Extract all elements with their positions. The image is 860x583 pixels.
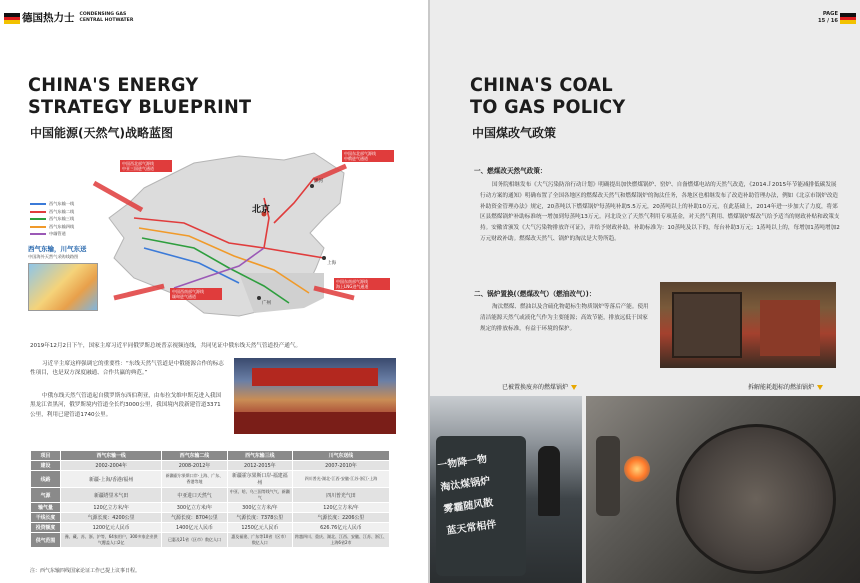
table-header-cell: 西气东输二线 — [162, 451, 227, 461]
callout-southeast: 中国东南部气源线 海上LNG进气通道 — [334, 278, 390, 290]
right-page — [430, 0, 860, 583]
triangle-down-icon — [571, 385, 577, 390]
table-cell: 2007-2010年 — [292, 461, 389, 471]
table-header-cell: 西气东输三线 — [227, 451, 292, 461]
map-legend — [30, 200, 74, 238]
oil-boiler-photo — [586, 396, 860, 583]
boiler-slogan-line: 雾霾随风散 — [442, 497, 494, 516]
table-row — [31, 523, 390, 533]
worker-figure — [596, 436, 620, 516]
table-cell: 120亿立方米/年 — [292, 503, 389, 513]
paragraph-3: 中俄东线天然气管道起自俄罗斯东西伯利亚，由布拉戈维申斯克进入我国黑龙江省黑河，俄罗斯境内管道全长约3000公里，我国境内段新建管道3371公里，利用已建管道1740公里。 — [30, 393, 222, 418]
caption-coal-boiler-text: 已被置换废弃的燃煤锅炉 — [502, 384, 569, 391]
table-cell: 2012-2015年 — [227, 461, 292, 471]
table-row — [31, 533, 390, 548]
paragraph-2: 习近平主席这样强调它的重要性：“东线天然气管道是中俄能源合作的标志性项目，也是双方深度融通、合作共赢的典范。” — [30, 361, 224, 377]
coal-boiler-photo — [430, 396, 582, 583]
table-cell: 新疆霍尔果斯口岸-上海、广东、香港等地 — [162, 471, 227, 488]
legend-item: 西气东输四线 — [30, 223, 74, 231]
callout-southwest: 中国西南部气源线 缅甸进气通道 — [170, 288, 222, 300]
section-2-text: 淘汰燃煤、燃油以及含硫化物超标生物质锅炉等落后产能。使用清洁能源天然气或液化气作为主要能源；高效节能，排放远低于国家规定的排放标准，有益于环境的保护。 — [480, 304, 649, 332]
ceremony-floor — [234, 412, 396, 434]
legend-item: 中缅管道 — [30, 230, 74, 238]
table-row — [31, 471, 390, 488]
table-header-cell: 西气东输一线 — [61, 451, 162, 461]
brand-en-line1: CONDENSING GAS — [79, 12, 127, 18]
table-cell: 新疆-上海/香港/福州 — [61, 471, 162, 488]
city-heihe: 黑河 — [314, 179, 323, 184]
pipeline-table — [30, 450, 390, 548]
caption-coal-boiler — [502, 382, 577, 391]
boiler-slogan-line: 一物降一物 — [436, 453, 488, 472]
table-header-row — [31, 451, 390, 461]
table-cell: 四川普光-湖北-江西-安徽-江苏-浙江-上海 — [292, 471, 389, 488]
table-row-header: 建设 — [31, 461, 61, 471]
paragraph-1: 2019年12月2日下午，国家主席习近平同俄罗斯总统普京视频连线，共同见证中俄东线天然气管道投产通气。 — [30, 343, 302, 349]
ceremony-photo — [234, 358, 396, 434]
boiler-unit — [760, 300, 820, 356]
inset-subtitle: 中国海外天然气采购线路图 — [28, 254, 79, 259]
brand-logo — [22, 10, 133, 25]
caption-oil-boiler-text: 拆解能耗超标的燃油锅炉 — [748, 384, 815, 391]
table-row-header: 输气量 — [31, 503, 61, 513]
callout-northeast: 中国东北部气源线 中俄进气通道 — [342, 150, 394, 162]
table-row — [31, 503, 390, 513]
page-title-en — [470, 74, 625, 118]
table-cell: 气源长度：2206公里 — [292, 513, 389, 523]
german-flag-icon — [840, 13, 856, 24]
boiler-slogan-line: 蓝天常相伴 — [446, 519, 498, 538]
legend-item: 西气东输一线 — [30, 200, 74, 208]
table-cell: 豫、藏、苏、浙、沪等，64家用户，300多家企业供气覆盖人口2亿 — [61, 533, 162, 548]
table-cell: 气源长度：7378公里 — [227, 513, 292, 523]
table-cell: 300亿立方米/年 — [227, 503, 292, 513]
table-cell: 120亿立方米/年 — [61, 503, 162, 513]
boiler-unit — [672, 292, 742, 358]
legend-item: 西气东输三线 — [30, 215, 74, 223]
table-row-header: 线路 — [31, 471, 61, 488]
callout-northwest: 中国西北部气源线 中亚三国进气通道 — [120, 160, 172, 172]
page-number — [818, 11, 838, 25]
table-cell: 气源长度：4200公里 — [61, 513, 162, 523]
table-row-header: 气源 — [31, 488, 61, 503]
title-en-line2: TO GAS POLICY — [470, 96, 626, 118]
table-cell: 跨越四川、重庆、湖北、江西、安徽、江苏、浙江、上海6省2市 — [292, 533, 389, 548]
city-beijing: 北京 — [252, 205, 271, 215]
table-header-cell: 川气东送线 — [292, 451, 389, 461]
table-row — [31, 461, 390, 471]
brand-name-en — [80, 12, 134, 22]
title-en-line1: CHINA'S ENERGY — [28, 74, 199, 96]
section-1-text: 国务院相继发布《大气污染防治行动计划》明确提出加快燃煤锅炉、窑炉、自备燃煤电站的天然气改造，《2014Ｊ2015年节能减排低碳发展行动方案的通知》明确布置了全国各地区的燃煤改天然气和燃煤锅炉的淘汰任务，各地区也相继发布了改造补助管理办法，例如《北京市锅炉改造补助资金管理办法》规定，20蒸吨以下燃煤锅炉每蒸吨补助5.5万元，20蒸吨以上的补助10万元，在此基础上，2014年进一步加大了力度，将郊区县燃煤锅炉补助标准统一增加到每蒸吨13万元。河北设立了天然气利用专项基金，对天然气利用、燃煤锅炉煤改气给予适当的财政补贴和政策支持。安徽省颁发《大气污染物排放许可证》，并给予财政补助。补助标准为：10蒸吨及以下的，每台补助3万元；1蒸吨以上的，每增加1蒸吨增加2万元财政补助。燃煤改天然气、锅炉的淘汰是大势所趋。 — [480, 182, 840, 242]
gas-pipeline-map — [24, 148, 404, 328]
legend-item: 西气东输二线 — [30, 208, 74, 216]
table-row-header: 投资额度 — [31, 523, 61, 533]
table-row-header: 供气范围 — [31, 533, 61, 548]
brand-en-line2: CENTRAL HOTWATER — [79, 17, 134, 23]
city-guangzhou: 广州 — [262, 301, 271, 306]
table-cell: 2002-2004年 — [61, 461, 162, 471]
city-shanghai: 上海 — [327, 261, 336, 266]
title-en-line2: STRATEGY BLUEPRINT — [28, 96, 252, 118]
brand-name-cn: 德国热力士 — [22, 12, 75, 24]
page-title-cn: 中国能源(天然气)战略蓝图 — [30, 126, 173, 140]
table-cell: 惠及福建、广东等10省（区市）数亿人口 — [227, 533, 292, 548]
page-number-value: 15 / 16 — [818, 18, 838, 24]
table-cell: 626.76亿元人民币 — [292, 523, 389, 533]
person-figure — [538, 446, 560, 516]
inset-title: 西气东输，川气东送 — [28, 245, 87, 253]
map-inset — [28, 244, 98, 311]
title-en-line1: CHINA'S COAL — [470, 74, 613, 96]
section-2-heading: 二、锅炉置换(（燃煤改气）（燃油改气）)： — [474, 290, 596, 298]
page-label: PAGE — [822, 11, 838, 17]
table-header-cell: 项目 — [31, 451, 61, 461]
table-row — [31, 488, 390, 503]
table-cell: 300亿立方米/年 — [162, 503, 227, 513]
page-title-cn: 中国煤改气政策 — [472, 126, 557, 140]
table-cell: 中亚进口天然气 — [162, 488, 227, 503]
table-note: 注：西气东输四线国家论证工作已提上议事日程。 — [30, 568, 141, 574]
table-cell: 1200亿元人民币 — [61, 523, 162, 533]
triangle-down-icon — [817, 385, 823, 390]
table-cell: 四川普光气田 — [292, 488, 389, 503]
section-1-heading: 一、燃煤改天然气政策： — [474, 167, 547, 175]
page-title-en — [28, 74, 251, 118]
left-page — [0, 0, 428, 583]
german-flag-icon — [4, 13, 20, 24]
table-cell: 1250亿元人民币 — [227, 523, 292, 533]
boiler-slogan-line: 淘汰煤锅炉 — [439, 475, 491, 494]
table-cell: 中亚、哈、乌三国等线气气、新疆气 — [227, 488, 292, 503]
inset-world-map — [28, 263, 98, 311]
boiler-tube-sheet — [676, 424, 836, 574]
table-row-header: 干线长度 — [31, 513, 61, 523]
table-row — [31, 513, 390, 523]
table-cell: 1400亿元人民币 — [162, 523, 227, 533]
table-cell: 已惠及21省（区市）数亿人口 — [162, 533, 227, 548]
table-cell: 新疆塔里木气田 — [61, 488, 162, 503]
boiler-room-photo — [660, 282, 836, 368]
table-cell: 2008-2012年 — [162, 461, 227, 471]
table-cell: 新疆霍尔果斯口岸-福建福州 — [227, 471, 292, 488]
table-cell: 气源长度：8704公里 — [162, 513, 227, 523]
caption-oil-boiler — [748, 382, 823, 391]
welding-spark — [624, 456, 650, 482]
ceremony-banner — [252, 368, 378, 386]
